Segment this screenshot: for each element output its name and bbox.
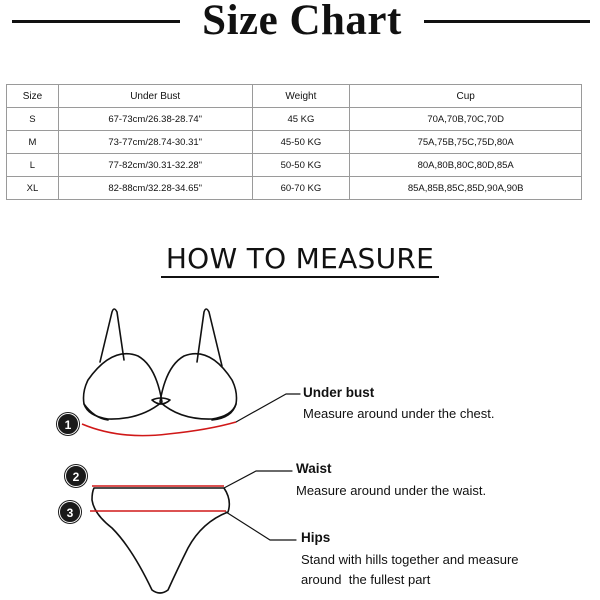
hips-title: Hips [301,530,331,545]
cell-under-bust: 67-73cm/26.38-28.74" [58,108,252,131]
cell-weight: 45 KG [252,108,350,131]
hips-description-line2: around the fullest part [301,572,431,587]
under-bust-leader [236,394,300,422]
bra-cup-right [160,354,237,419]
badge-under-bust: 1 [57,413,79,435]
waist-title: Waist [296,461,332,476]
how-to-measure-heading: HOW TO MEASURE [165,242,435,275]
badge-hips: 3 [59,501,81,523]
under-bust-title: Under bust [303,385,375,400]
cell-cup: 80A,80B,80C,80D,85A [350,154,582,177]
badge-waist: 2 [65,465,87,487]
cell-weight: 45-50 KG [252,131,350,154]
hips-description-line1: Stand with hills together and measure [301,552,519,567]
header-under-bust: Under Bust [58,85,252,108]
cell-size: M [7,131,59,154]
waist-description: Measure around under the waist. [296,483,487,498]
cell-size: XL [7,177,59,200]
under-bust-description: Measure around under the chest. [303,406,495,421]
cell-under-bust: 73-77cm/28.74-30.31" [58,131,252,154]
cell-size: S [7,108,59,131]
waist-leader [224,471,292,488]
bra-cup-left [84,354,163,419]
cell-cup: 75A,75B,75C,75D,80A [350,131,582,154]
panty-outline [92,488,229,593]
header-size: Size [7,85,59,108]
header-cup: Cup [350,85,582,108]
hips-leader [226,512,296,540]
cell-cup: 85A,85B,85C,85D,90A,90B [350,177,582,200]
cell-cup: 70A,70B,70C,70D [350,108,582,131]
cell-weight: 60-70 KG [252,177,350,200]
cell-size: L [7,154,59,177]
header-weight: Weight [252,85,350,108]
page-title: Size Chart [202,0,402,44]
under-bust-line [82,422,236,436]
cell-under-bust: 82-88cm/32.28-34.65" [58,177,252,200]
cell-under-bust: 77-82cm/30.31-32.28" [58,154,252,177]
cell-weight: 50-50 KG [252,154,350,177]
